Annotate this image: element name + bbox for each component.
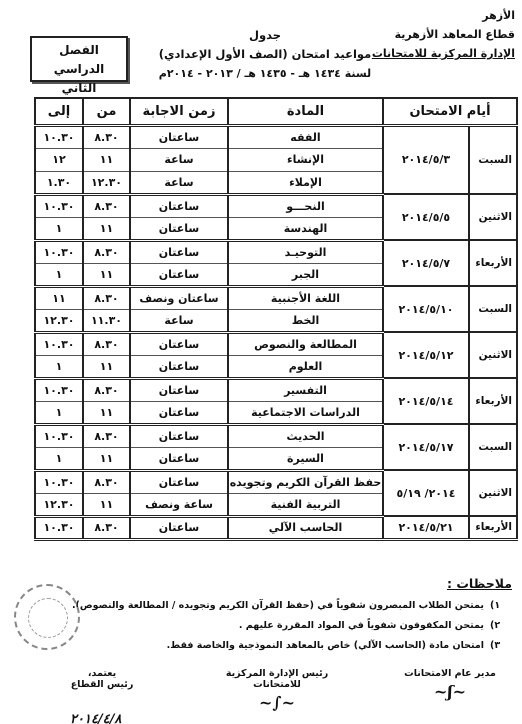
day-cell: السبت	[469, 424, 517, 470]
from-cell: ١١	[83, 217, 130, 240]
duration-cell: ساعتان	[130, 401, 228, 424]
subject-cell: العلوم	[228, 355, 383, 378]
org-line-azhar: الأزهر	[482, 9, 515, 22]
to-cell: ١٢.٣٠	[35, 493, 83, 516]
to-cell: ١	[35, 401, 83, 424]
date-cell: ٢٠١٤/٥/٢١	[383, 516, 469, 539]
signature-sector-head	[62, 668, 142, 690]
subject-cell: الحاسب الآلي	[228, 516, 383, 539]
header-to: إلى	[35, 98, 83, 125]
from-cell: ١٢.٣٠	[83, 171, 130, 194]
signature-central-head	[202, 668, 352, 712]
to-cell: ١٢	[35, 148, 83, 171]
from-cell: ٨.٣٠	[83, 125, 130, 148]
to-cell: ١	[35, 263, 83, 286]
notes-list	[17, 596, 512, 656]
to-cell: ١١	[35, 286, 83, 309]
header-from: من	[83, 98, 130, 125]
header-subject: المادة	[228, 98, 383, 125]
semester-line2: الثاني	[61, 81, 97, 95]
title-word: جدول	[248, 28, 282, 42]
table-row	[35, 378, 517, 401]
date-cell: ٢٠١٤/٥/٧	[383, 240, 469, 286]
to-cell: ١٠.٣٠	[35, 424, 83, 447]
approve-label: يعتمد،	[87, 668, 117, 679]
from-cell: ٨.٣٠	[83, 240, 130, 263]
central-head-title: رئيس الإدارة المركزية للامتحانات	[225, 668, 329, 690]
day-cell: الاثنين	[469, 332, 517, 378]
to-cell: ١٠.٣٠	[35, 125, 83, 148]
duration-cell: ساعة ونصف	[130, 493, 228, 516]
date-cell: ٢٠١٤/٥/٥	[383, 194, 469, 240]
title-year: لسنة ١٤٣٤ هـ - ١٤٣٥ هـ / ٢٠١٣ - ٢٠١٤م	[158, 67, 372, 80]
duration-cell: ساعتان	[130, 516, 228, 539]
day-cell: الأربعاء	[469, 378, 517, 424]
duration-cell: ساعتان ونصف	[130, 286, 228, 309]
title-main: مواعيد امتحان (الصف الأول الإعدادي)	[158, 47, 372, 61]
to-cell: ١٠.٣٠	[35, 332, 83, 355]
to-cell: ١	[35, 447, 83, 470]
org-line-sector: قطاع المعاهد الأزهرية	[394, 28, 515, 41]
from-cell: ١١	[83, 493, 130, 516]
duration-cell: ساعتان	[130, 263, 228, 286]
subject-cell: الخط	[228, 309, 383, 332]
to-cell: ١	[35, 355, 83, 378]
sector-head-title: رئيس القطاع	[70, 679, 134, 690]
subject-cell: الدراسات الاجتماعية	[228, 401, 383, 424]
to-cell: ١٠.٣٠	[35, 240, 83, 263]
duration-cell: ساعة	[130, 171, 228, 194]
to-cell: ١٠.٣٠	[35, 194, 83, 217]
document-header	[10, 6, 515, 94]
duration-cell: ساعتان	[130, 355, 228, 378]
table-row	[35, 516, 517, 539]
general-manager-title: مدير عام الامتحانات	[404, 668, 496, 679]
duration-cell: ساعتان	[130, 447, 228, 470]
note-number: ٣)	[490, 640, 501, 651]
subject-cell: النحـــو	[228, 194, 383, 217]
subject-cell: حفظ القرآن الكريم وتجويده	[228, 470, 383, 493]
title-block	[130, 26, 400, 83]
date-cell: ٢٠١٤/٥/١٠	[383, 286, 469, 332]
table-row	[35, 470, 517, 493]
duration-cell: ساعتان	[130, 332, 228, 355]
duration-cell: ساعة	[130, 309, 228, 332]
schedule-body	[35, 125, 517, 539]
from-cell: ٨.٣٠	[83, 194, 130, 217]
from-cell: ١١	[83, 401, 130, 424]
exam-schedule-table	[34, 97, 518, 541]
header-days: أيام الامتحان	[383, 98, 517, 125]
signature-block	[0, 668, 522, 724]
from-cell: ١١.٣٠	[83, 309, 130, 332]
table-row	[35, 332, 517, 355]
duration-cell: ساعتان	[130, 470, 228, 493]
org-line-administration: الإدارة المركزية للامتحانات	[371, 47, 515, 60]
day-cell: السبت	[469, 286, 517, 332]
handwritten-signature: ~ʃ~	[433, 682, 467, 701]
to-cell: ١٠.٣٠	[35, 516, 83, 539]
notes-title: ملاحظات :	[446, 576, 512, 591]
subject-cell: السيرة	[228, 447, 383, 470]
from-cell: ٨.٣٠	[83, 470, 130, 493]
to-cell: ١٠.٣٠	[35, 378, 83, 401]
from-cell: ١١	[83, 355, 130, 378]
from-cell: ٨.٣٠	[83, 332, 130, 355]
from-cell: ١١	[83, 148, 130, 171]
note-item	[17, 636, 512, 656]
from-cell: ٨.٣٠	[83, 378, 130, 401]
day-cell: الاثنين	[469, 470, 517, 516]
note-item	[17, 596, 512, 616]
subject-cell: الجبر	[228, 263, 383, 286]
subject-cell: التوحيـد	[228, 240, 383, 263]
subject-cell: الهندسة	[228, 217, 383, 240]
subject-cell: التفسير	[228, 378, 383, 401]
subject-cell: الإملاء	[228, 171, 383, 194]
subject-cell: الفقه	[228, 125, 383, 148]
table-row	[35, 286, 517, 309]
to-cell: ١٠.٣٠	[35, 470, 83, 493]
duration-cell: ساعة	[130, 148, 228, 171]
note-text: امتحان مادة (الحاسب الآلي) خاص بالمعاهد النموذجية والخاصة فقط.	[166, 640, 484, 651]
from-cell: ٨.٣٠	[83, 424, 130, 447]
duration-cell: ساعتان	[130, 424, 228, 447]
subject-cell: اللغة الأجنبية	[228, 286, 383, 309]
note-text: يمتحن الطلاب المبصرون شفوياً في (حفظ القرآن الكريم وتجويده / المطالعة والنصوص).	[71, 600, 484, 611]
official-stamp	[14, 584, 80, 650]
subject-cell: الحديث	[228, 424, 383, 447]
note-item	[17, 616, 512, 636]
date-cell: ٢٠١٤/٥/١٧	[383, 424, 469, 470]
signature-general-manager	[400, 668, 500, 701]
semester-line1: الفصل الدراسي	[53, 43, 105, 76]
note-text: يمتحن المكفوفون شفوياً في المواد المقررة عليهم .	[238, 620, 484, 631]
day-cell: السبت	[469, 125, 517, 194]
table-row	[35, 240, 517, 263]
duration-cell: ساعتان	[130, 240, 228, 263]
table-row	[35, 125, 517, 148]
duration-cell: ساعتان	[130, 194, 228, 217]
table-row	[35, 424, 517, 447]
from-cell: ٨.٣٠	[83, 286, 130, 309]
to-cell: ١.٣٠	[35, 171, 83, 194]
note-number: ٢)	[490, 620, 501, 631]
table-header-row	[35, 98, 517, 125]
duration-cell: ساعتان	[130, 125, 228, 148]
date-cell: ٢٠١٤/٥/١٢	[383, 332, 469, 378]
subject-cell: المطالعة والنصوص	[228, 332, 383, 355]
day-cell: الاثنين	[469, 194, 517, 240]
table-row	[35, 194, 517, 217]
duration-cell: ساعتان	[130, 378, 228, 401]
date-cell: ٢٠١٤/٥/٣	[383, 125, 469, 194]
header-duration: زمن الاجابة	[130, 98, 228, 125]
handwritten-date: ٢٠١٤/٤/٨	[70, 712, 122, 724]
date-cell: ٢٠١٤/ ٥/١٩	[383, 470, 469, 516]
day-cell: الأربعاء	[469, 240, 517, 286]
to-cell: ١٢.٣٠	[35, 309, 83, 332]
from-cell: ١١	[83, 447, 130, 470]
subject-cell: التربية الفنية	[228, 493, 383, 516]
subject-cell: الإنشاء	[228, 148, 383, 171]
from-cell: ٨.٣٠	[83, 516, 130, 539]
note-number: ١)	[490, 600, 501, 611]
handwritten-signature: ~∫~	[258, 693, 296, 712]
semester-box	[30, 36, 128, 95]
date-cell: ٢٠١٤/٥/١٤	[383, 378, 469, 424]
duration-cell: ساعتان	[130, 217, 228, 240]
to-cell: ١	[35, 217, 83, 240]
day-cell: الأربعاء	[469, 516, 517, 539]
from-cell: ١١	[83, 263, 130, 286]
